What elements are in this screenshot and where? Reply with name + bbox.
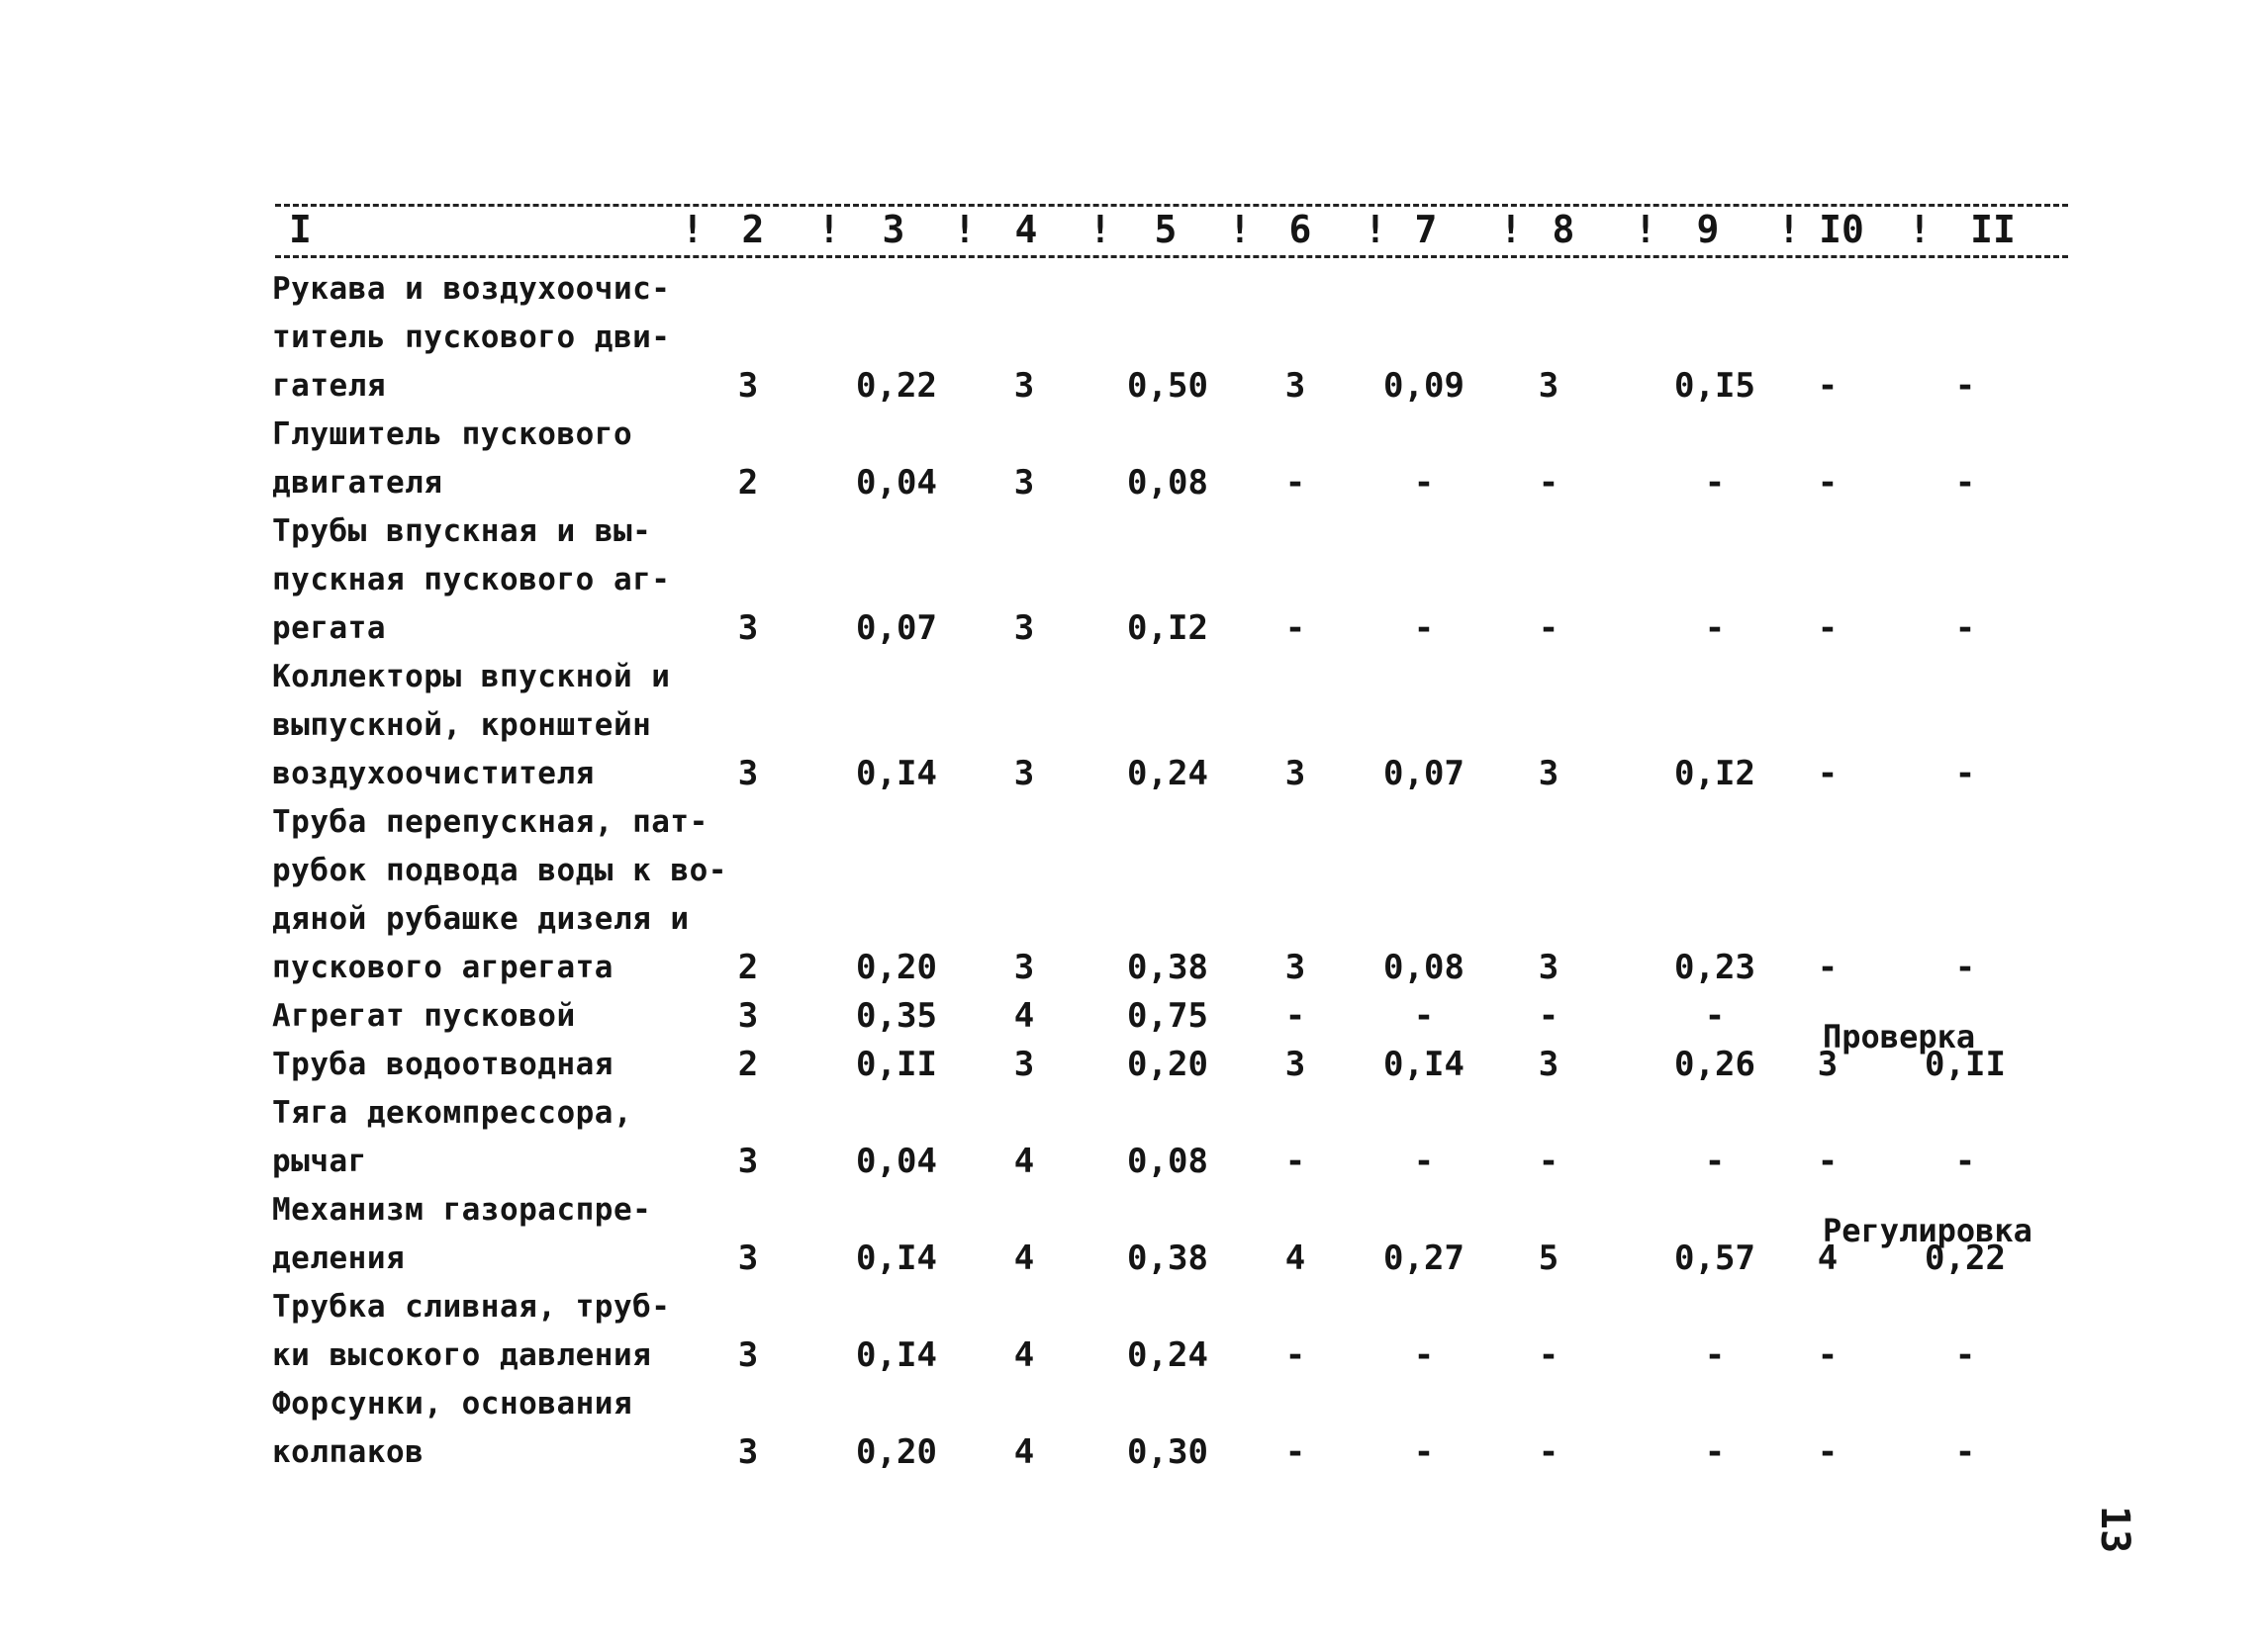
row-label-line: пускная пускового аг- xyxy=(272,562,671,597)
column-header-5: 5 xyxy=(1154,208,1178,251)
table-cell-col-5: 0,08 xyxy=(1127,1142,1208,1181)
row-label-line: дяной рубашке дизеля и xyxy=(272,901,690,937)
table-cell-col-2: 3 xyxy=(737,1432,759,1472)
table-cell-col-10: 4 xyxy=(1817,1239,1839,1278)
row-label-line: Трубка сливная, труб- xyxy=(272,1289,671,1325)
column-separator: ! xyxy=(953,208,977,251)
table-cell-col-4: 4 xyxy=(1013,1142,1035,1181)
table-cell-col-8: 3 xyxy=(1538,754,1559,793)
row-label-line: выпускной, кронштейн xyxy=(272,707,652,743)
table-cell-col-8: - xyxy=(1538,608,1559,648)
table-cell-col-5: 0,24 xyxy=(1127,754,1208,793)
table-cell-col-10: - xyxy=(1817,366,1839,406)
row-label-line: титель пускового дви- xyxy=(272,320,671,355)
column-header-7: 7 xyxy=(1414,208,1438,251)
table-cell-col-6: - xyxy=(1284,1142,1306,1181)
row-label-line: Труба перепускная, пат- xyxy=(272,804,708,840)
row-label-line: двигателя xyxy=(272,465,443,501)
row-label-line: регата xyxy=(272,610,386,646)
table-cell-col-4: 3 xyxy=(1013,366,1035,406)
table-cell-col-4: 3 xyxy=(1013,608,1035,648)
table-cell-col-2: 2 xyxy=(737,948,759,987)
table-cell-col-11: - xyxy=(1954,1432,1976,1472)
column-separator: ! xyxy=(1499,208,1523,251)
table-cell-col-4: 4 xyxy=(1013,1335,1035,1375)
row-label-line: Форсунки, основания xyxy=(272,1386,633,1422)
table-cell-col-11: - xyxy=(1954,463,1976,503)
table-cell-col-7: 0,09 xyxy=(1383,366,1464,406)
row-label-line: пускового агрегата xyxy=(272,950,614,985)
column-header-4: 4 xyxy=(1014,208,1038,251)
table-cell-col-5: 0,I2 xyxy=(1127,608,1208,648)
column-separator: ! xyxy=(817,208,841,251)
table-cell-col-9: 0,26 xyxy=(1674,1045,1755,1084)
column-separator: ! xyxy=(1777,208,1801,251)
table-cell-col-7: - xyxy=(1413,608,1435,648)
row-label-line: воздухоочистителя xyxy=(272,756,595,791)
table-cell-col-5: 0,08 xyxy=(1127,463,1208,503)
table-cell-col-3: 0,35 xyxy=(856,996,937,1036)
table-cell-col-2: 3 xyxy=(737,996,759,1036)
table-cell-col-7: - xyxy=(1413,1432,1435,1472)
table-cell-col-5: 0,75 xyxy=(1127,996,1208,1036)
column-header-11: II xyxy=(1970,208,2016,251)
table-cell-col-11: 0,II xyxy=(1925,1045,2006,1084)
table-cell-col-9: 0,23 xyxy=(1674,948,1755,987)
table-top-rule xyxy=(275,204,2068,207)
table-cell-col-8: - xyxy=(1538,1432,1559,1472)
row-label-line: рубок подвода воды к во- xyxy=(272,853,727,888)
table-cell-col-3: 0,I4 xyxy=(856,1239,937,1278)
table-cell-col-11: - xyxy=(1954,1335,1976,1375)
table-cell-col-8: 3 xyxy=(1538,1045,1559,1084)
table-cell-col-10: - xyxy=(1817,463,1839,503)
table-cell-col-4: 4 xyxy=(1013,996,1035,1036)
row-label-line: деления xyxy=(272,1240,406,1276)
table-cell-col-8: - xyxy=(1538,996,1559,1036)
column-header-3: 3 xyxy=(882,208,905,251)
table-cell-col-5: 0,38 xyxy=(1127,948,1208,987)
table-cell-col-10: 3 xyxy=(1817,1045,1839,1084)
table-cell-col-7: - xyxy=(1413,1335,1435,1375)
table-cell-col-6: - xyxy=(1284,1432,1306,1472)
table-cell-col-7: - xyxy=(1413,463,1435,503)
column-header-2: 2 xyxy=(741,208,765,251)
table-cell-col-6: - xyxy=(1284,996,1306,1036)
table-cell-col-5: 0,38 xyxy=(1127,1239,1208,1278)
table-cell-col-8: 3 xyxy=(1538,366,1559,406)
table-cell-col-9: - xyxy=(1704,1335,1726,1375)
table-cell-col-7: - xyxy=(1413,1142,1435,1181)
table-cell-col-10: - xyxy=(1817,608,1839,648)
column-separator: ! xyxy=(1364,208,1387,251)
table-cell-col-11: 0,22 xyxy=(1925,1239,2006,1278)
column-header-10: I0 xyxy=(1819,208,1864,251)
table-cell-col-2: 3 xyxy=(737,1239,759,1278)
table-cell-col-6: - xyxy=(1284,608,1306,648)
row-label-line: Рукава и воздухоочис- xyxy=(272,271,671,307)
table-cell-col-2: 2 xyxy=(737,463,759,503)
table-cell-col-2: 3 xyxy=(737,754,759,793)
table-cell-col-8: - xyxy=(1538,1335,1559,1375)
table-cell-col-6: 3 xyxy=(1284,948,1306,987)
table-cell-col-3: 0,07 xyxy=(856,608,937,648)
table-cell-col-7: 0,27 xyxy=(1383,1239,1464,1278)
table-cell-col-2: 3 xyxy=(737,366,759,406)
table-cell-col-10: - xyxy=(1817,1142,1839,1181)
row-label-line: Трубы впускная и вы- xyxy=(272,513,652,549)
table-cell-col-9: 0,I5 xyxy=(1674,366,1755,406)
table-cell-col-5: 0,24 xyxy=(1127,1335,1208,1375)
table-cell-col-7: 0,07 xyxy=(1383,754,1464,793)
table-cell-col-9: - xyxy=(1704,608,1726,648)
table-cell-col-6: 3 xyxy=(1284,1045,1306,1084)
table-cell-col-9: 0,57 xyxy=(1674,1239,1755,1278)
row-label-line: Тяга декомпрессора, xyxy=(272,1095,633,1131)
table-cell-col-8: - xyxy=(1538,463,1559,503)
table-cell-col-6: 3 xyxy=(1284,366,1306,406)
table-cell-col-3: 0,04 xyxy=(856,1142,937,1181)
table-header-rule xyxy=(275,255,2068,258)
table-cell-col-6: - xyxy=(1284,463,1306,503)
table-cell-col-2: 3 xyxy=(737,1335,759,1375)
operation-note: Регулировка xyxy=(1823,1212,2032,1249)
row-label-line: гателя xyxy=(272,368,386,404)
table-cell-col-3: 0,20 xyxy=(856,948,937,987)
table-cell-col-7: 0,08 xyxy=(1383,948,1464,987)
table-cell-col-11: - xyxy=(1954,366,1976,406)
column-separator: ! xyxy=(681,208,705,251)
table-cell-col-4: 3 xyxy=(1013,948,1035,987)
row-label-line: рычаг xyxy=(272,1144,367,1179)
table-cell-col-11: - xyxy=(1954,608,1976,648)
table-cell-col-4: 4 xyxy=(1013,1239,1035,1278)
table-cell-col-3: 0,22 xyxy=(856,366,937,406)
row-label-line: Коллекторы впускной и xyxy=(272,659,671,694)
table-cell-col-3: 0,04 xyxy=(856,463,937,503)
column-separator: ! xyxy=(1908,208,1932,251)
table-cell-col-7: - xyxy=(1413,996,1435,1036)
operation-note: Проверка xyxy=(1823,1018,1976,1055)
table-cell-col-10: - xyxy=(1817,754,1839,793)
table-cell-col-9: - xyxy=(1704,463,1726,503)
row-label-line: Агрегат пусковой xyxy=(272,998,576,1034)
table-cell-col-8: 5 xyxy=(1538,1239,1559,1278)
table-cell-col-4: 4 xyxy=(1013,1432,1035,1472)
table-cell-col-8: - xyxy=(1538,1142,1559,1181)
table-cell-col-9: 0,I2 xyxy=(1674,754,1755,793)
table-cell-col-2: 3 xyxy=(737,608,759,648)
table-cell-col-5: 0,20 xyxy=(1127,1045,1208,1084)
row-label-line: колпаков xyxy=(272,1434,425,1470)
table-cell-col-10: - xyxy=(1817,1432,1839,1472)
table-cell-col-6: 3 xyxy=(1284,754,1306,793)
column-header-8: 8 xyxy=(1552,208,1575,251)
table-cell-col-11: - xyxy=(1954,1142,1976,1181)
table-cell-col-6: 4 xyxy=(1284,1239,1306,1278)
table-cell-col-9: - xyxy=(1704,996,1726,1036)
column-separator: ! xyxy=(1228,208,1252,251)
table-cell-col-2: 3 xyxy=(737,1142,759,1181)
table-cell-col-11: - xyxy=(1954,948,1976,987)
table-cell-col-3: 0,I4 xyxy=(856,754,937,793)
row-label-line: Глушитель пускового xyxy=(272,416,633,452)
table-cell-col-10: - xyxy=(1817,1335,1839,1375)
row-label-line: Механизм газораспре- xyxy=(272,1192,652,1228)
row-label-line: ки высокого давления xyxy=(272,1337,652,1373)
column-header-6: 6 xyxy=(1288,208,1312,251)
table-cell-col-11: - xyxy=(1954,754,1976,793)
table-cell-col-4: 3 xyxy=(1013,463,1035,503)
page-number: 13 xyxy=(2092,1506,2137,1554)
row-label-line: Труба водоотводная xyxy=(272,1047,614,1082)
table-cell-col-3: 0,II xyxy=(856,1045,937,1084)
table-cell-col-7: 0,I4 xyxy=(1383,1045,1464,1084)
table-cell-col-9: - xyxy=(1704,1432,1726,1472)
column-header-1: I xyxy=(289,208,312,251)
table-cell-col-8: 3 xyxy=(1538,948,1559,987)
column-separator: ! xyxy=(1088,208,1112,251)
table-cell-col-2: 2 xyxy=(737,1045,759,1084)
table-cell-col-5: 0,30 xyxy=(1127,1432,1208,1472)
table-cell-col-9: - xyxy=(1704,1142,1726,1181)
table-cell-col-3: 0,20 xyxy=(856,1432,937,1472)
table-cell-col-10: - xyxy=(1817,948,1839,987)
table-cell-col-5: 0,50 xyxy=(1127,366,1208,406)
table-cell-col-3: 0,I4 xyxy=(856,1335,937,1375)
table-cell-col-4: 3 xyxy=(1013,1045,1035,1084)
column-separator: ! xyxy=(1634,208,1657,251)
table-cell-col-4: 3 xyxy=(1013,754,1035,793)
column-header-9: 9 xyxy=(1696,208,1720,251)
table-cell-col-6: - xyxy=(1284,1335,1306,1375)
